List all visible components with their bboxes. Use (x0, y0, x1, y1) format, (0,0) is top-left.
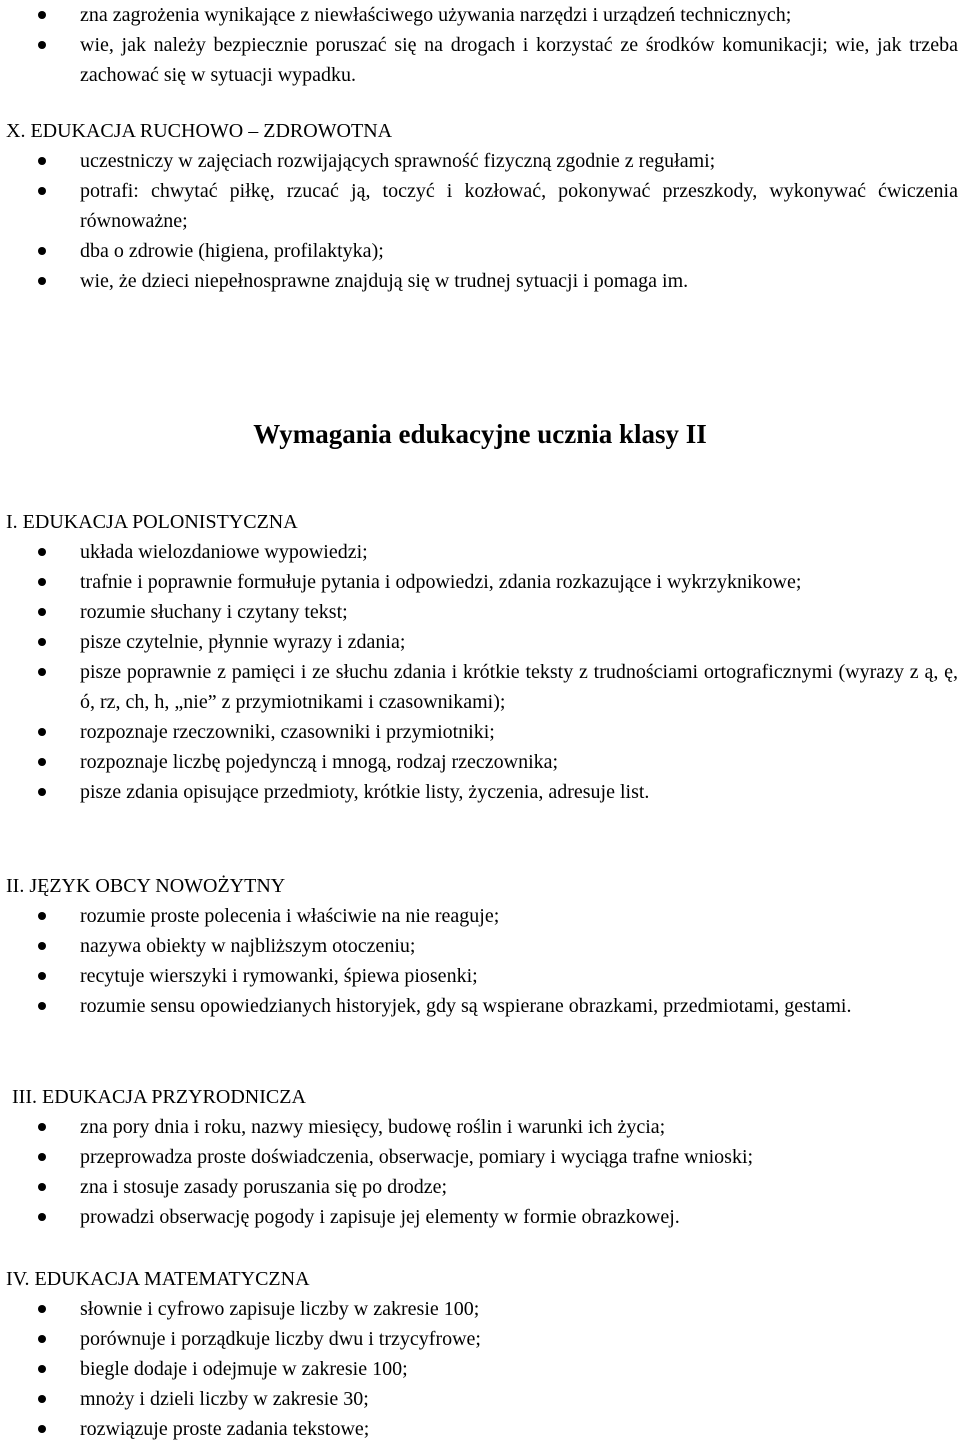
bullet-list (0, 0, 960, 90)
list-item-text: nazywa obiekty w najbliższym otoczeniu; (80, 935, 416, 957)
list-item-text: biegle dodaje i odejmuje w zakresie 100; (80, 1358, 408, 1380)
list-item (0, 537, 960, 567)
bullet-icon (38, 1425, 46, 1433)
bullet-icon (38, 277, 46, 285)
section-edukacja-przyrodnicza (0, 1082, 960, 1232)
list-item-text: porównuje i porządkuje liczby dwu i trzycyfrowe; (80, 1328, 481, 1350)
bullet-icon (38, 758, 46, 766)
bullet-icon (38, 578, 46, 586)
section-edukacja-matematyczna (0, 1264, 960, 1444)
list-item-text: układa wielozdaniowe wypowiedzi; (80, 541, 368, 563)
list-item (0, 1172, 960, 1202)
section-heading: II. JĘZYK OBCY NOWOŻYTNY (6, 875, 286, 897)
list-item-text: zna i stosuje zasady poruszania się po drodze; (80, 1176, 448, 1198)
bullet-icon (38, 1123, 46, 1131)
list-item (0, 657, 960, 717)
list-item (0, 901, 960, 931)
list-item-text: rozumie słuchany i czytany tekst; (80, 601, 348, 623)
list-item-text: potrafi: chwytać piłkę, rzucać ją, toczyć i kozłować, pokonywać przeszkody, wykonywać ćwiczenia równoważne; (80, 180, 958, 232)
bullet-icon (38, 247, 46, 255)
bullet-icon (38, 638, 46, 646)
bullet-list (0, 537, 960, 807)
list-item-text: zna zagrożenia wynikające z niewłaściwego używania narzędzi i urządzeń technicznych; (80, 4, 792, 26)
section-continuation (0, 0, 960, 90)
list-item (0, 236, 960, 266)
bullet-icon (38, 1183, 46, 1191)
bullet-icon (38, 912, 46, 920)
list-item (0, 1414, 960, 1444)
bullet-icon (38, 728, 46, 736)
list-item (0, 1142, 960, 1172)
list-item (0, 0, 960, 30)
list-item (0, 777, 960, 807)
bullet-icon (38, 187, 46, 195)
bullet-icon (38, 1153, 46, 1161)
section-heading: X. EDUKACJA RUCHOWO – ZDROWOTNA (6, 120, 393, 142)
list-item (0, 717, 960, 747)
list-item (0, 567, 960, 597)
list-item (0, 961, 960, 991)
section-edukacja-polonistyczna (0, 507, 960, 807)
list-item (0, 747, 960, 777)
list-item-text: zna pory dnia i roku, nazwy miesięcy, budowę roślin i warunki ich życia; (80, 1116, 666, 1138)
bullet-icon (38, 788, 46, 796)
bullet-icon (38, 41, 46, 49)
section-edukacja-ruchowo-zdrowotna (0, 116, 960, 296)
list-item (0, 30, 960, 90)
bullet-icon (38, 1365, 46, 1373)
list-item-text: słownie i cyfrowo zapisuje liczby w zakresie 100; (80, 1298, 480, 1320)
list-item-text: mnoży i dzieli liczby w zakresie 30; (80, 1388, 369, 1410)
list-item (0, 146, 960, 176)
list-item (0, 1384, 960, 1414)
list-item (0, 597, 960, 627)
bullet-icon (38, 1305, 46, 1313)
page-title: Wymagania edukacyjne ucznia klasy II (253, 419, 707, 449)
list-item (0, 627, 960, 657)
list-item-text: wie, że dzieci niepełnosprawne znajdują się w trudnej sytuacji i pomaga im. (80, 270, 689, 292)
list-item-text: prowadzi obserwację pogody i zapisuje jej elementy w formie obrazkowej. (80, 1206, 680, 1228)
list-item-text: przeprowadza proste doświadczenia, obserwacje, pomiary i wyciąga trafne wnioski; (80, 1146, 754, 1168)
list-item-text: recytuje wierszyki i rymowanki, śpiewa piosenki; (80, 965, 478, 987)
list-item (0, 991, 960, 1021)
bullet-icon (38, 608, 46, 616)
bullet-list (0, 901, 960, 1021)
bullet-icon (38, 668, 46, 676)
list-item (0, 266, 960, 296)
bullet-list (0, 1112, 960, 1232)
bullet-icon (38, 11, 46, 19)
list-item (0, 931, 960, 961)
list-item-text: rozumie sensu opowiedzianych historyjek, gdy są wspierane obrazkami, przedmiotami, gestami. (80, 995, 852, 1017)
bullet-list (0, 146, 960, 296)
list-item (0, 1354, 960, 1384)
list-item-text: trafnie i poprawnie formułuje pytania i odpowiedzi, zdania rozkazujące i wykrzyknikowe; (80, 571, 802, 593)
bullet-icon (38, 548, 46, 556)
section-jezyk-obcy (0, 871, 960, 1021)
section-heading: III. EDUKACJA PRZYRODNICZA (12, 1086, 306, 1108)
list-item-text: pisze czytelnie, płynnie wyrazy i zdania; (80, 631, 406, 653)
list-item (0, 1112, 960, 1142)
list-item-text: wie, jak należy bezpiecznie poruszać się na drogach i korzystać ze środków komunikacji; wie, jak trzeba zachować się w sytuacji wypadku. (80, 34, 958, 86)
list-item-text: pisze poprawnie z pamięci i ze słuchu zdania i krótkie teksty z trudnościami ortograficznymi (wyrazy z ą, ę, ó, rz, ch, h, „nie” z przymiotnikami i czasownikami); (80, 661, 958, 713)
list-item-text: rozwiązuje proste zadania tekstowe; (80, 1418, 370, 1440)
list-item (0, 1202, 960, 1232)
bullet-icon (38, 972, 46, 980)
list-item (0, 1324, 960, 1354)
section-heading: IV. EDUKACJA MATEMATYCZNA (6, 1268, 310, 1290)
bullet-icon (38, 1213, 46, 1221)
bullet-icon (38, 1002, 46, 1010)
list-item-text: uczestniczy w zajęciach rozwijających sprawność fizyczną zgodnie z regułami; (80, 150, 716, 172)
bullet-icon (38, 942, 46, 950)
list-item-text: rozpoznaje rzeczowniki, czasowniki i przymiotniki; (80, 721, 495, 743)
bullet-icon (38, 1335, 46, 1343)
section-heading: I. EDUKACJA POLONISTYCZNA (6, 511, 298, 533)
list-item-text: rozumie proste polecenia i właściwie na nie reaguje; (80, 905, 500, 927)
list-item-text: dba o zdrowie (higiena, profilaktyka); (80, 240, 384, 262)
list-item-text: pisze zdania opisujące przedmioty, krótkie listy, życzenia, adresuje list. (80, 781, 650, 803)
list-item (0, 1294, 960, 1324)
bullet-list (0, 1294, 960, 1444)
list-item (0, 176, 960, 236)
bullet-icon (38, 1395, 46, 1403)
title-block (0, 416, 960, 452)
bullet-icon (38, 157, 46, 165)
list-item-text: rozpoznaje liczbę pojedynczą i mnogą, rodzaj rzeczownika; (80, 751, 559, 773)
